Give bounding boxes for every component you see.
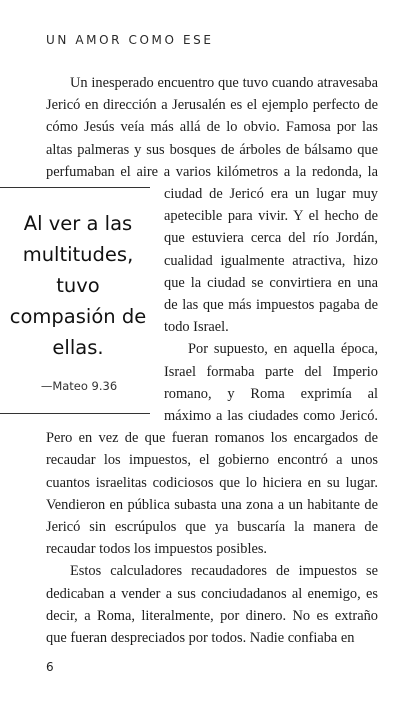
paragraph-1-part-1: Un inesperado encuentro que tuvo cuando atravesaba Jericó en dirección a Jerusalén es el ejemplo perfecto de cómo Jesús veía más allá de lo obvio. Famosa por las altas palmeras y sus bosques de árboles de bálsamo que perfumaban el aire a varios kilómetros a la redonda, la xyxy=(46,75,378,180)
body-text xyxy=(9,72,378,649)
pull-quote xyxy=(0,187,150,414)
paragraph-1-part-2: ciudad de Jericó era un lugar muy apetecible para vivir. Y el hecho de que estuviera cerca del río Jordán, cualidad igualmente atractiva, hizo que la ciudad se convirtiera en una de las que más impuestos pagaba de todo Israel. xyxy=(164,186,378,336)
running-header: UN AMOR COMO ESE xyxy=(46,33,214,47)
paragraph-3: Estos calculadores recaudadores de impuestos se dedicaban a vender a sus conciudadanos al enemigo, es decir, a Roma, literalmente, por dinero. No es extraño que fueran despreciados por todos. Nadie confiaba en xyxy=(46,563,378,647)
page-number: 6 xyxy=(46,660,54,674)
paragraph-1 xyxy=(9,72,378,394)
paragraph-2: Por supuesto, en aquella época, Israel formaba parte del Imperio romano, y Roma exprimía al máximo a las ciudades como Jericó. Pero en vez de que fueran romanos los encargados de recaudar los impuestos, el gobierno encontró a unos cuantos israelitas codiciosos que lo hiciera en su lugar. Vendieron en pública subasta una zona a un habitante de Jericó sin escrúpulos que ya buscaría la manera de recaudar todos los impuestos posibles. xyxy=(46,341,378,558)
pull-quote-citation: —Mateo 9.36 xyxy=(40,379,118,394)
pull-quote-text: Al ver a las multitudes, tuvo compasión de ellas. xyxy=(9,212,147,360)
